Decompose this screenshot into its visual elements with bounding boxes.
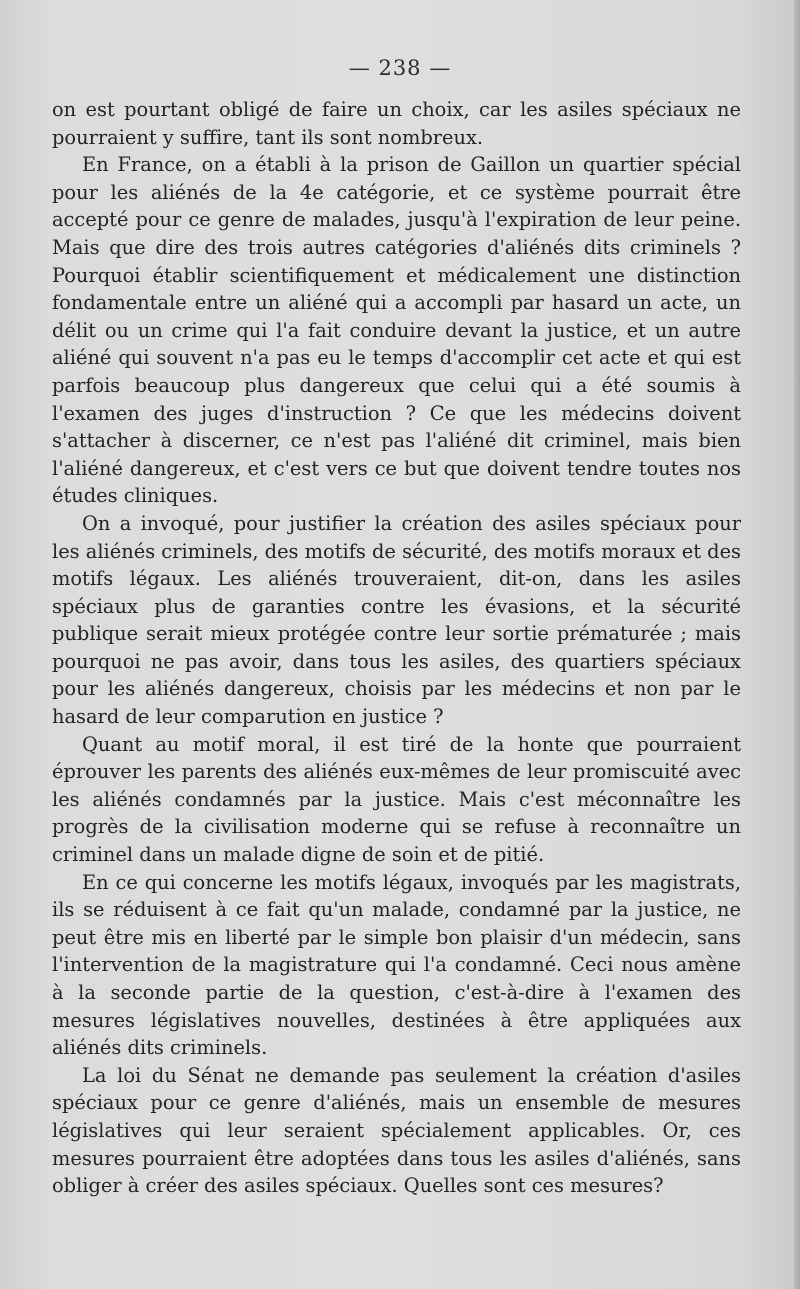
paragraph-loi-senat: La loi du Sénat ne demande pas seulement la création d'asiles spéciaux pour ce genre d'aliénés, mais un ensemble de mesures législatives qui leur seraient spécialement applicables. Or, ces mesures pourraient être adoptées dans tous les asiles d'aliénés, sans obliger à créer des asiles spéciaux. Quelles sont ces mesures? <box>52 1063 741 1198</box>
paragraph-continuation: on est pourtant obligé de faire un choix, car les asiles spéciaux ne pourraient y suffire, tant ils sont nombreux. <box>52 98 741 149</box>
page-edge-shadow <box>794 0 800 1289</box>
paragraph-motifs: On a invoqué, pour justifier la création des asiles spéciaux pour les aliénés criminels, des motifs de sécurité, des motifs moraux et des motifs légaux. Les aliénés trouveraient, dit-on, dans les asiles spéciaux plus de garanties contre les évasions, et la sécurité publique serait mieux protégée contre leur sortie prématurée ; mais pourquoi ne pas avoir, dans tous les asiles, des quartiers spéciaux pour les aliénés dangereux, choisis par les médecins et non par le hasard de leur comparution en justice ? <box>52 511 742 729</box>
paragraph-motif-moral: Quant au motif moral, il est tiré de la honte que pourraient éprouver les parents des aliénés eux-mêmes de leur promiscuité avec les aliénés condamnés par la justice. Mais c'est méconnaître les progrès de la civilisation moderne qui se refuse à reconnaître un criminel dans un malade digne de soin et de pitié. <box>52 732 741 867</box>
paragraph-motifs-legaux: En ce qui concerne les motifs légaux, invoqués par les magistrats, ils se réduisent à ce fait qu'un malade, condamné par la justice, ne peut être mis en liberté par le simple bon plaisir d'un médecin, sans l'intervention de la magistrature qui l'a condamné. Ceci nous amène à la seconde partie de la question, c'est-à-dire à l'examen des mesures législatives nouvelles, destinées à être appliquées aux aliénés dits criminels. <box>52 870 741 1060</box>
body-text <box>52 96 741 1200</box>
paragraph-gaillon: En France, on a établi à la prison de Gaillon un quartier spécial pour les aliénés de la 4e catégorie, et ce système pourrait être accepté pour ce genre de malades, jusqu'à l'expiration de leur peine. Mais que dire des trois autres catégories d'aliénés dits criminels ? Pourquoi établir scientifiquement et médicalement une distinction fondamentale entre un aliéné qui a accompli par hasard un acte, un délit ou un crime qui l'a fait conduire devant la justice, et un autre aliéné qui souvent n'a pas eu le temps d'accomplir cet acte et qui est parfois beaucoup plus dangereux que celui qui a été soumis à l'examen des juges d'instruction ? Ce que les médecins doivent s'attacher à discerner, ce n'est pas l'aliéné dit criminel, mais bien l'aliéné dangereux, et c'est vers ce but que doivent tendre toutes nos études cliniques. <box>52 153 741 508</box>
page-number: — 238 — <box>348 56 452 80</box>
